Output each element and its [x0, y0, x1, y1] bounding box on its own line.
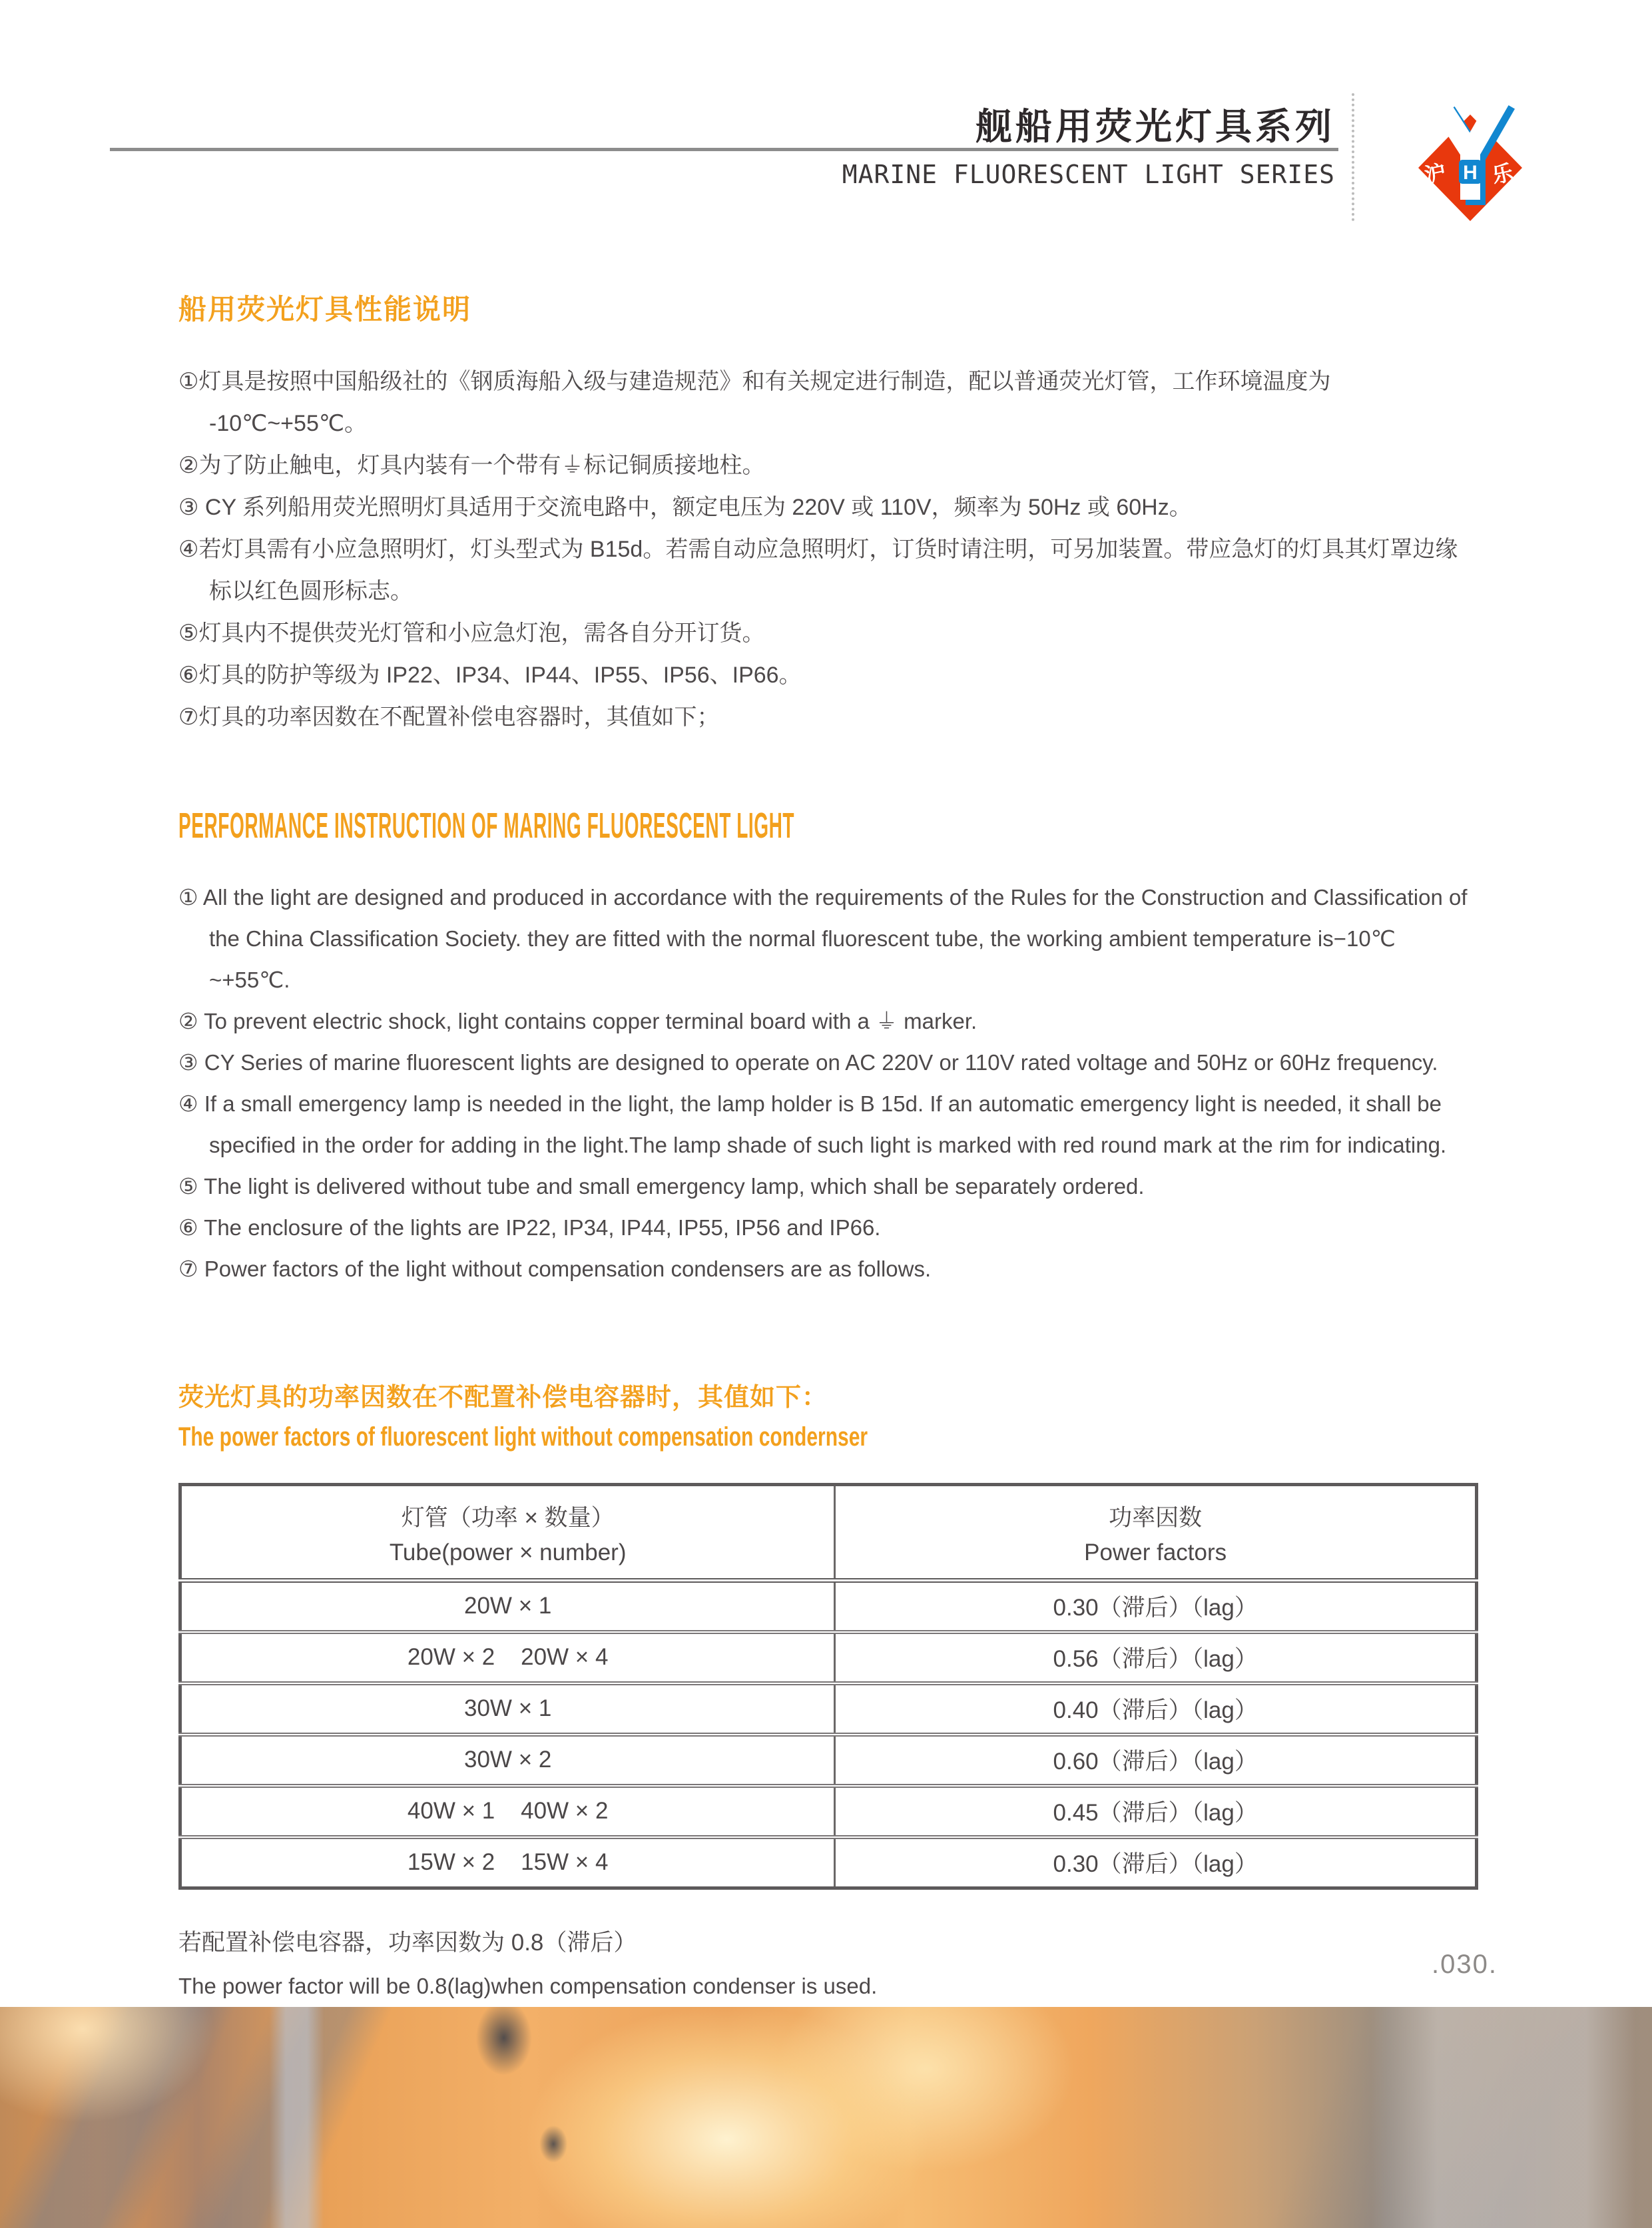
list-item: ③ CY 系列船用荧光照明灯具适用于交流电路中，额定电压为 220V 或 110V，频率为 50Hz 或 60Hz。 — [178, 495, 1192, 520]
list-item: ⑥ The enclosure of the lights are IP22, IP34, IP44, IP55, IP56 and IP66. — [178, 1215, 881, 1240]
header-title-en: MARINE FLUORESCENT LIGHT SERIES — [842, 160, 1335, 189]
logo-char-mid: H — [1463, 162, 1478, 184]
pf-cell: 0.60（滞后）（lag） — [1053, 1749, 1258, 1775]
table-row — [180, 1632, 1477, 1683]
footer-photo — [0, 2007, 1652, 2228]
list-item: ②为了防止触电，灯具内装有一个带有⏚标记铜质接地柱。 — [178, 453, 765, 478]
logo-char-left: 沪 — [1422, 160, 1449, 188]
page-number: .030. — [1432, 1950, 1498, 1979]
section-heading-cn: 船用荧光灯具性能说明 — [178, 294, 472, 325]
performance-list-en — [178, 877, 1478, 1290]
list-item: ① All the light are designed and produced in accordance with the requirements of the Rules for the Construction and Classification of the China Classification Society. they are fitted with the normal fluorescent tube, the working ambient temperature is−10℃ ~+55℃. — [178, 885, 1468, 992]
list-item: ③ CY Series of marine fluorescent lights are designed to operate on AC 220V or 110V rated voltage and 50Hz or 60Hz frequency. — [178, 1050, 1438, 1075]
list-item: ⑦灯具的功率因数在不配置补偿电容器时，其值如下； — [178, 704, 720, 730]
performance-list-cn — [178, 361, 1478, 738]
table-row — [180, 1786, 1477, 1837]
col-header-tube-cn: 灯管（功率 × 数量） — [401, 1505, 615, 1531]
col-header-pf-cn: 功率因数 — [1109, 1505, 1203, 1531]
table-header-row — [180, 1485, 1477, 1581]
col-header-pf-en: Power factors — [1084, 1539, 1227, 1565]
list-item: ⑤灯具内不提供荧光灯管和小应急灯泡，需各自分开订货。 — [178, 621, 765, 646]
pf-cell: 0.30（滞后）（lag） — [1053, 1851, 1258, 1878]
pf-cell: 0.30（滞后）（lag） — [1053, 1595, 1258, 1621]
pf-cell: 0.40（滞后）（lag） — [1053, 1697, 1258, 1723]
list-item: ② To prevent electric shock, light contains copper terminal board with a ⏚ marker. — [178, 1009, 977, 1033]
table-note-cn: 若配置补偿电容器，功率因数为 0.8（滞后） — [178, 1930, 637, 1956]
pf-cell: 0.45（滞后）（lag） — [1053, 1800, 1258, 1826]
list-item: ①灯具是按照中国船级社的《钢质海船入级与建造规范》和有关规定进行制造，配以普通荧光灯管，工作环境温度为 -10℃~+55℃。 — [178, 369, 1331, 436]
list-item: ④ If a small emergency lamp is needed in the light, the lamp holder is B 15d. If an automatic emergency light is needed, it shall be specified in the order for adding in the light.The lamp shade of such light is marked with red round mark at the rim for indicating. — [178, 1091, 1447, 1157]
col-header-pf — [835, 1485, 1477, 1581]
power-factor-table — [178, 1483, 1478, 1890]
table-row — [180, 1581, 1477, 1632]
table-row — [180, 1837, 1477, 1888]
list-item: ⑤ The light is delivered without tube and small emergency lamp, which shall be separately ordered. — [178, 1174, 1145, 1199]
section-heading-en: PERFORMANCE INSTRUCTION OF MARING FLUORESCENT LIGHT — [178, 806, 795, 846]
page-content — [178, 0, 1478, 1999]
tube-cell: 20W × 2 20W × 4 — [180, 1632, 835, 1683]
tube-cell: 20W × 1 — [180, 1581, 835, 1632]
table-row — [180, 1683, 1477, 1735]
list-item: ⑦ Power factors of the light without compensation condensers are as follows. — [178, 1256, 932, 1281]
tube-cell: 30W × 1 — [180, 1683, 835, 1735]
col-header-tube-en: Tube(power × number) — [389, 1539, 627, 1565]
header-title-cn: 舰船用荧光灯具系列 — [975, 106, 1335, 147]
table-note-en: The power factor will be 0.8(lag)when compensation condenser is used. — [178, 1974, 878, 1998]
tube-cell: 30W × 2 — [180, 1735, 835, 1786]
logo-char-right: 乐 — [1490, 160, 1516, 188]
table-heading-en: The power factors of fluorescent light without compensation condernser — [178, 1422, 868, 1452]
table-row — [180, 1735, 1477, 1786]
tube-cell: 15W × 2 15W × 4 — [180, 1837, 835, 1888]
tube-cell: 40W × 1 40W × 2 — [180, 1786, 835, 1837]
col-header-tube — [180, 1485, 835, 1581]
list-item: ⑥灯具的防护等级为 IP22、IP34、IP44、IP55、IP56、IP66。 — [178, 663, 802, 688]
pf-cell: 0.56（滞后）（lag） — [1053, 1646, 1258, 1672]
list-item: ④若灯具需有小应急照明灯，灯头型式为 B15d。若需自动应急照明灯，订货时请注明，可另加装置。带应急灯的灯具其灯罩边缘标以红色圆形标志。 — [178, 537, 1458, 604]
table-heading-cn: 荧光灯具的功率因数在不配置补偿电容器时，其值如下： — [178, 1384, 828, 1412]
